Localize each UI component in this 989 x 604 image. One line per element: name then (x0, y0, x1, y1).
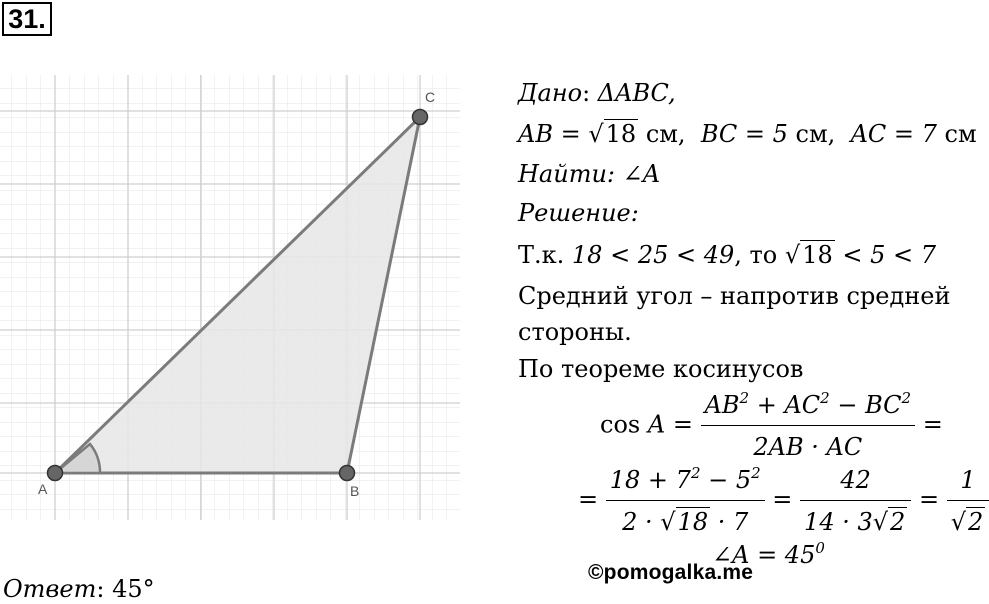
solution-line1-pre: Т.к. (518, 241, 565, 269)
answer-line (3, 574, 155, 604)
find-line (518, 159, 660, 189)
label-a: A (38, 481, 48, 497)
given-ab: AB = (518, 120, 589, 148)
solution-line4: По теореме косинусов (518, 355, 804, 383)
given-label: Дано (518, 79, 583, 107)
fraction-2: $\frac{18 + 7^2 - 5^2}{2 \cdot √18 \cdot 7}$ (606, 463, 765, 539)
given-triangle: ΔABC, (597, 79, 676, 107)
label-c: C (425, 89, 436, 105)
given-bc: BC = 5 (700, 120, 788, 148)
solution-label: Решение: (518, 199, 639, 227)
given-ac: AC = 7 (850, 120, 937, 148)
fraction-4: $\frac{1}{√2}$ (947, 463, 989, 539)
vertex-a (48, 466, 63, 481)
find-value: ∠A (622, 160, 661, 188)
solution-line1-radicand: 18 (802, 241, 833, 269)
given-bc-unit: см, (787, 120, 836, 148)
answer-label: Ответ (3, 575, 97, 603)
cos-var: A (647, 410, 666, 439)
final-result: ∠A = $45^0$ (712, 539, 825, 569)
fraction-3: $\frac{42}{14 \cdot 3√2}$ (800, 463, 911, 539)
answer-value: : 45° (96, 575, 155, 603)
solution-line1-ineq: 18 < 25 < 49 (571, 241, 735, 269)
given-sides-line: AB = √18 см, BC = 5 см, AC = 7 см (518, 120, 977, 148)
solution-line1-tail: < 5 < 7 (834, 241, 937, 269)
given-ab-radicand: 18 (605, 120, 637, 148)
cos-label: cos (600, 410, 641, 439)
solution-line2: Средний угол – напротив средней (518, 282, 951, 310)
find-label: Найти: (518, 160, 615, 188)
triangle-figure (0, 75, 460, 520)
solution-line1-to: , то (734, 241, 785, 269)
solution-line3: стороны. (518, 318, 632, 346)
given-ab-unit: см, (638, 120, 686, 148)
given-line: Дано: ΔABC, (518, 79, 676, 107)
vertex-c (413, 110, 428, 125)
fraction-1: $\frac{AB^2 + AC^2 - BC^2}{2AB \cdot AC}$ (701, 388, 915, 464)
solution-line1: Т.к. 18 < 25 < 49, то √18 < 5 < 7 (518, 241, 937, 269)
watermark-text: ©pomogalka.me (588, 561, 754, 584)
problem-number: 31. (2, 2, 52, 36)
label-b: B (350, 483, 360, 499)
cosine-formula: cos A = $\frac{AB^2 + AC^2 - BC^2}{2AB \cdot AC}$ = (600, 388, 943, 464)
evaluation-formula: = $\frac{18 + 7^2 - 5^2}{2 \cdot √18 \cdot 7}$ = $\frac{42}{14 \cdot 3√2}$ = $\frac{1}{√2}$ (578, 463, 989, 539)
vertex-b (340, 466, 355, 481)
given-ac-unit: см (936, 120, 977, 148)
